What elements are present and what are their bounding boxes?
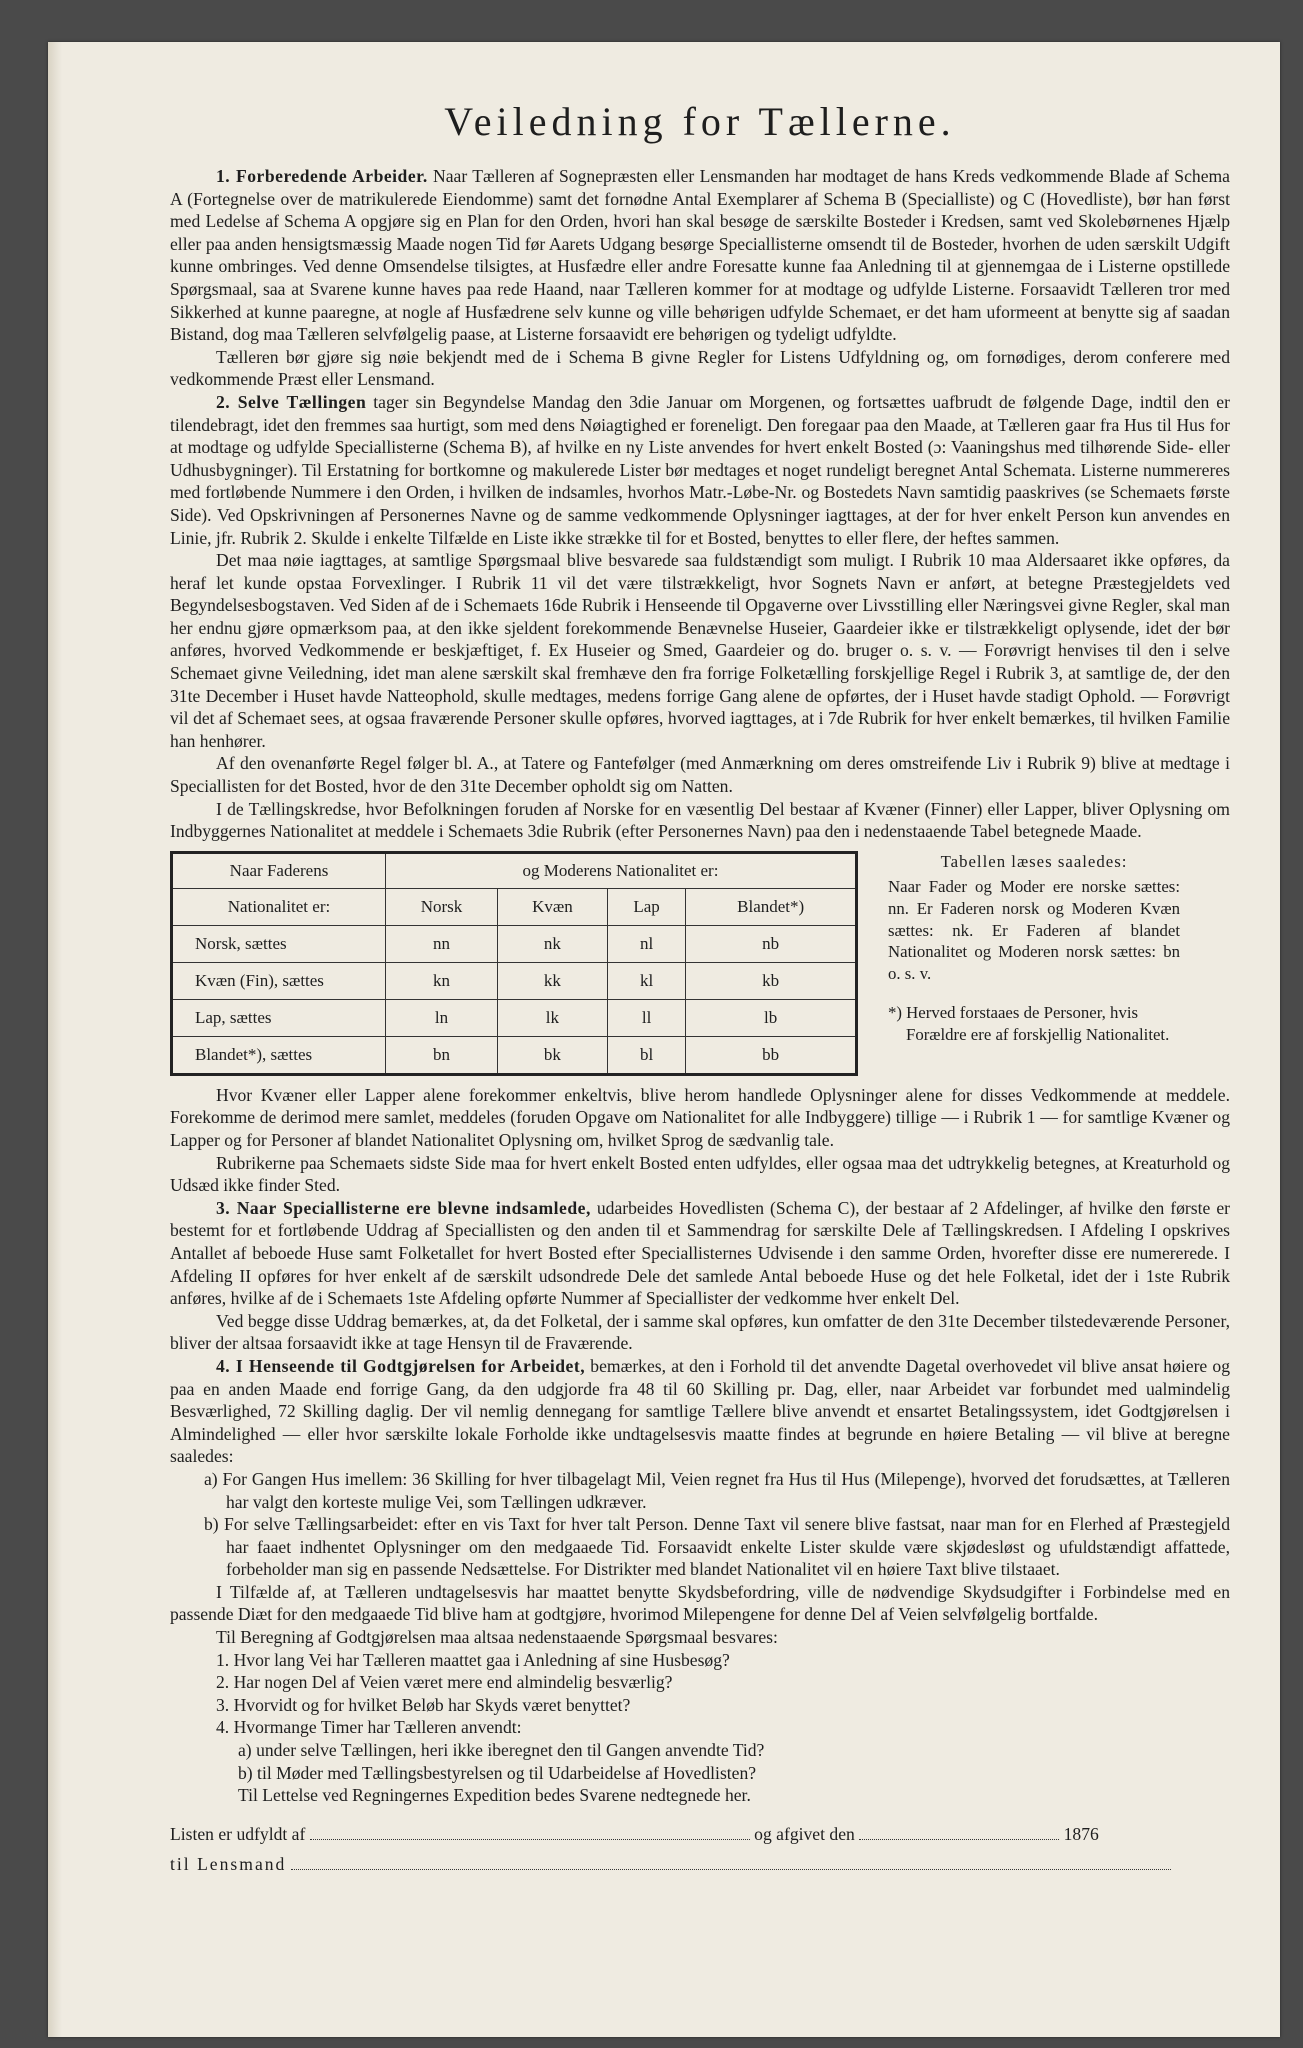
explanation-title: Tabellen læses saaledes:: [940, 851, 1128, 871]
column-header: Blandet*): [686, 888, 857, 925]
section-4-heading: 4. I Henseende til Godtgjørelsen for Arbeidet,: [216, 1355, 586, 1376]
table-cell: kl: [607, 962, 685, 999]
question-item-4a: a) under selve Tællingen, heri ikke iberegnet den til Gangen anvendte Tid?: [238, 1740, 765, 1761]
table-cell: kk: [497, 962, 607, 999]
column-header: Norsk: [386, 888, 498, 925]
row-label: Lap, sættes: [172, 999, 386, 1036]
page-edge: [48, 42, 62, 2037]
table-cell: bl: [607, 1036, 685, 1074]
column-header: Lap: [607, 888, 685, 925]
section-2-paragraph-3: Af den ovenanførte Regel følger bl. A., at Tatere og Fantefølger (med Anmærkning om deres omstreifende Liv i Rubrik 9) blive at medtage i Speciallisten for det Bosted, hvor de den 31te December opholdt sig om Natten.: [170, 753, 1230, 797]
document-content: [170, 98, 1230, 1879]
section-3-paragraph: 3. Naar Speciallisterne ere blevne indsamlede, udarbeides Hovedlisten (Schema C), der bestaar af 2 Afdelinger, af hvilke den første er bestemt for et fortløbende Uddrag af Speciallisten og den anden til et Sammendrag for særskilte Dele af Tællingskredsen. I Afdeling I opskrives Antallet af beboede Huse samt Folketallet for hvert Bosted efter Speciallisternes Udvisende i den samme Orden, hvorefter disse ere numererede. I Afdeling II opføres for hver enkelt af de særskilt udsondrede Dele det samlede Antal beboede Huse og det hele Folketal, idet der i 1ste Rubrik anføres, hvilke af de i Schemaets 1ste Afdeling opførte Nummer af Speciallister der vedkomme hver enkelt Del.: [170, 1197, 1230, 1309]
section-2-heading: 2. Selve Tællingen: [216, 391, 367, 412]
table-cell: nk: [497, 925, 607, 962]
section-3-heading: 3. Naar Speciallisterne ere blevne indsamlede,: [216, 1197, 591, 1218]
section-4-paragraph-3: Til Beregning af Godtgjørelsen maa altsaa nedenstaaende Spørgsmaal besvares:: [216, 1627, 778, 1648]
table-cell: kn: [386, 962, 498, 999]
document-page: [48, 42, 1280, 2037]
table-cell: nb: [686, 925, 857, 962]
section-2-paragraph-6: Rubrikerne paa Schemaets sidste Side maa for hvert enkelt Bosted enten udfyldes, eller ogsaa maa det udtrykkelig betegnes, at Kreaturhold og Udsæd ikke finder Sted.: [170, 1152, 1230, 1196]
nationality-table: [170, 851, 858, 1076]
section-1-paragraph: 1. Forberedende Arbeider. Naar Tælleren af Sognepræsten eller Lensmanden har modtaget de hans Kreds vedkommende Blade af Schema A (Fortegnelse over de matrikulerede Eiendomme) samt det fornødne Antal Exemplarer af Schema B (Specialliste) og C (Hovedliste), bør han først med Ledelse af Schema A opgjøre sig en Plan for den Orden, hvori han skal besøge de særskilte Bosteder i Kredsen, samt ved Skolebørnenes Hjælp eller paa anden hensigtsmæssig Maade nogen Tid før Aarets Udgang besørge Speciallisterne omsendt til de Bosteder, hvorhen de uden særskilt Udgift kunne ombringes. Ved denne Omsendelse tilsigtes, at Husfædre eller andre Foresatte kunne faa Anledning til at gjennemgaa de i Listerne opstillede Spørgsmaal, saa at Svarene kunne haves paa rede Haand, naar Tælleren kommer for at modtage og udfylde Listerne. Forsaavidt Tælleren tror med Sikkerhed at kunne paaregne, at nogle af Husfædrene selv kunne og ville behørigen udfylde Schemaet, er det ham uformeent at benytte sig af saadan Bistand, dog maa Tælleren selvfølgelig paase, at Listerne forsaavidt ere behørigen og tydeligt udfyldte.: [170, 166, 1230, 345]
table-cell: kb: [686, 962, 857, 999]
table-row: [172, 1036, 857, 1074]
table-cell: bk: [497, 1036, 607, 1074]
lensmand-label: til Lensmand: [170, 1853, 287, 1874]
table-cell: bb: [686, 1036, 857, 1074]
section-4-paragraph: 4. I Henseende til Godtgjørelsen for Arbeidet, bemærkes, at den i Forhold til det anvendte Dagetal overhovedet vil blive ansat høiere og paa en anden Maade end forrige Gang, da den udgjorde fra 48 til 60 Skilling pr. Dag, eller, naar Arbeidet var forbundet med ualmindelig Besværlighed, 72 Skilling daglig. Der vil nemlig dennegang for samtlige Tællere blive anvendt et ensartet Betalingssystem, idet Godtgjørelsen i Almindelighed — eller hvor særskilte lokale Forholde ikke undtagelsesvis maatte findes at begrunde en høiere Betaling — vil blive at beregne saaledes:: [170, 1355, 1231, 1467]
question-item: 3. Hvorvidt og for hvilket Beløb har Skyds været benyttet?: [216, 1694, 631, 1715]
question-item-4b: b) til Møder med Tællingsbestyrelsen og til Udarbeidelse af Hovedlisten?: [238, 1762, 757, 1783]
signature-line-2: [170, 1849, 1230, 1879]
column-header: Kvæn: [497, 888, 607, 925]
section-2-paragraph-5: Hvor Kvæner eller Lapper alene forekommer enkeltvis, blive herom handlede Oplysninger alene for disses Vedkommende at meddele. Forekomme de derimod mere samlet, meddeles (foruden Opgave om Nationalitet for alle Indbyggere) tillige — i Rubrik 1 — for samtlige Kvæner og Lapper og for Personer af blandet Nationalitet Oplysning om, hvilket Sprog de sædvanlig tale.: [170, 1084, 1230, 1150]
lensmand-field[interactable]: [291, 1857, 1171, 1870]
question-item: 1. Hvor lang Vei har Tælleren maattet gaa i Anledning af sine Husbesøg?: [216, 1649, 730, 1670]
closing-note: Til Lettelse ved Regningernes Expedition bedes Svarene nedtegnede her.: [238, 1785, 751, 1806]
question-list: [170, 1649, 1230, 1807]
filled-by-field[interactable]: [310, 1827, 750, 1840]
section-2-paragraph-2: Det maa nøie iagttages, at samtlige Spørgsmaal blive besvarede saa fuldstændigt som muligt. I Rubrik 10 maa Aldersaaret ikke opføres, da heraf let kunde opstaa Forvexlinger. I Rubrik 11 vil det være tilstrækkeligt, hvor Sognets Navn er anført, at betegne Præstegjeldets ved Begyndelsesbogstaven. Ved Siden af de i Schemaets 16de Rubrik i Henseende til Opgaverne over Livsstilling eller Næringsvei givne Regler, skal man her endnu gjøre opmærksom paa, at den ikke sjeldent forekommende Benævnelse Huseier, Gaardeier ikke er tilstrækkeligt oplysende, idet der bør anføres, hvorved Vedkommende er beskjæftiget, f. Ex Huseier og Smed, Gaardeier og do. bruger o. s. v. — Forøvrigt henvises til den i selve Schemaet givne Veiledning, idet man alene særskilt skal fremhæve den fra forrige Folketælling forskjellige Regel i Rubrik 3, at samtlige de, der den 31te December i Huset havde Natteophold, skulle medtages, medens forrige Gang alene de opførtes, der i Huset havde stadigt Ophold. — Forøvrigt vil det af Schemaet sees, at ogsaa fraværende Personer skulle opføres, hvorved iagttages, at i 7de Rubrik for hver enkelt bemærkes, til hvilken Familie han henhører.: [170, 550, 1230, 751]
signature-block: [170, 1819, 1230, 1879]
table-cell: ln: [386, 999, 498, 1036]
year-label: 1876: [1063, 1823, 1099, 1844]
table-explanation: [888, 851, 1180, 1076]
table-row: [172, 999, 857, 1036]
table-cell: lk: [497, 999, 607, 1036]
signature-line-1: [170, 1819, 1230, 1849]
table-footnote: *) Herved forstaaes de Personer, hvis Forældre ere af forskjellig Nationalitet.: [888, 1003, 1170, 1044]
table-cell: nn: [386, 925, 498, 962]
table-cell: ll: [607, 999, 685, 1036]
table-cell: lb: [686, 999, 857, 1036]
question-item: 2. Har nogen Del af Veien været mere end almindelig besværlig?: [216, 1672, 673, 1693]
payment-item-a: a) For Gangen Hus imellem: 36 Skilling for hver tilbagelagt Mil, Veien regnet fra Hus til Hus (Milepenge), hvorved det forudsættes, at Tælleren har valgt den korteste mulige Vei, som Tællingen udkræver.: [204, 1468, 1230, 1512]
table-cell: bn: [386, 1036, 498, 1074]
nationality-table-block: [170, 851, 1230, 1076]
page-title: Veiledning for Tællerne.: [444, 99, 956, 144]
row-label: Norsk, sættes: [172, 925, 386, 962]
section-3-paragraph-2: Ved begge disse Uddrag bemærkes, at, da det Folketal, der i samme skal opføres, kun omfatter de den 31te December tilstedeværende Personer, bliver der altsaa forsaavidt ikke at tage Hensyn til de Fraværende.: [170, 1310, 1230, 1354]
section-1-heading: 1. Forberedende Arbeider.: [216, 166, 428, 186]
table-cell: nl: [607, 925, 685, 962]
father-header-2: Nationalitet er:: [172, 888, 386, 925]
section-1-paragraph-2: Tælleren bør gjøre sig nøie bekjendt med de i Schema B givne Regler for Listens Udfyldning og, om fornødiges, derom conferere med vedkommende Præst eller Lensmand.: [170, 346, 1230, 390]
question-item: 4. Hvormange Timer har Tælleren anvendt:: [216, 1717, 522, 1738]
explanation-text: Naar Fader og Moder ere norske sættes: nn. Er Faderen norsk og Moderen Kvæn sættes: nk. Er Faderen af blandet Nationalitet og Moderen norsk sættes: bn o. s. v.: [888, 877, 1180, 983]
father-header: Naar Faderens: [172, 852, 386, 888]
payment-item-b: b) For selve Tællingsarbeidet: efter en vis Taxt for hver talt Person. Denne Taxt vil senere blive fastsat, naar man for en Flerhed af Præstegjeld har faaet indhentet Oplysninger om den medgaaede Tid. Forsaavidt enkelte Lister skulde være skjødesløst og ufuldstændigt affattede, forbeholder man sig en passende Nedsættelse. For Distrikter med blandet Nationalitet vil en høiere Taxt blive tilstaaet.: [204, 1514, 1230, 1580]
mother-header: og Moderens Nationalitet er:: [386, 852, 857, 888]
section-2-paragraph: 2. Selve Tællingen tager sin Begyndelse Mandag den 3die Januar om Morgenen, og fortsættes uafbrudt de følgende Dage, indtil den er tilendebragt, idet den fremmes saa hurtigt, som med dens Nøiagtighed er foreneligt. Den foregaar paa den Maade, at Tælleren gaar fra Hus til Hus for at modtage og udfylde Speciallisterne (Schema B), af hvilke en ny Liste anvendes for hvert enkelt Bosted (ɔ: Vaaningshus med tilhørende Side- eller Udhusbygninger). Til Erstatning for bortkomne og makulerede Lister bør medtages et noget rundeligt beregnet Antal Schemata. Listerne nummereres med fortløbende Nummere i den Orden, i hvilken de indsamles, hvorhos Matr.-Løbe-Nr. og Bostedets Navn samtidig paaskrives (se Schemaets første Side). Ved Opskrivningen af Personernes Navne og de samme vedkommende Oplysninger iagttages, at der for hver enkelt Person kun anvendes en Linie, jfr. Rubrik 2. Skulde i enkelte Tilfælde en Liste ikke strække til for et Bosted, benyttes to eller flere, der heftes sammen.: [170, 391, 1230, 548]
date-field[interactable]: [859, 1827, 1059, 1840]
filled-by-label: Listen er udfyldt af: [170, 1823, 306, 1844]
row-label: Blandet*), sættes: [172, 1036, 386, 1074]
section-4-paragraph-2: I Tilfælde af, at Tælleren undtagelsesvis har maattet benytte Skydsbefordring, ville de nødvendige Skydsudgifter i Forbindelse med en passende Diæt for den medgaaede Tid blive ham at godtgjøre, hvorimod Milepengene for denne Del af Veien selvfølgelig bortfalde.: [170, 1581, 1230, 1625]
delivered-label: og afgivet den: [754, 1823, 855, 1844]
table-row: [172, 925, 857, 962]
section-2-paragraph-4: I de Tællingskredse, hvor Befolkningen foruden af Norske for en væsentlig Del bestaar af Kvæner (Finner) eller Lapper, bliver Oplysning om Indbyggernes Nationalitet at meddele i Schemaets 3die Rubrik (efter Personernes Navn) paa den i nedenstaaende Tabel betegnede Maade.: [170, 798, 1230, 842]
table-row: [172, 962, 857, 999]
row-label: Kvæn (Fin), sættes: [172, 962, 386, 999]
